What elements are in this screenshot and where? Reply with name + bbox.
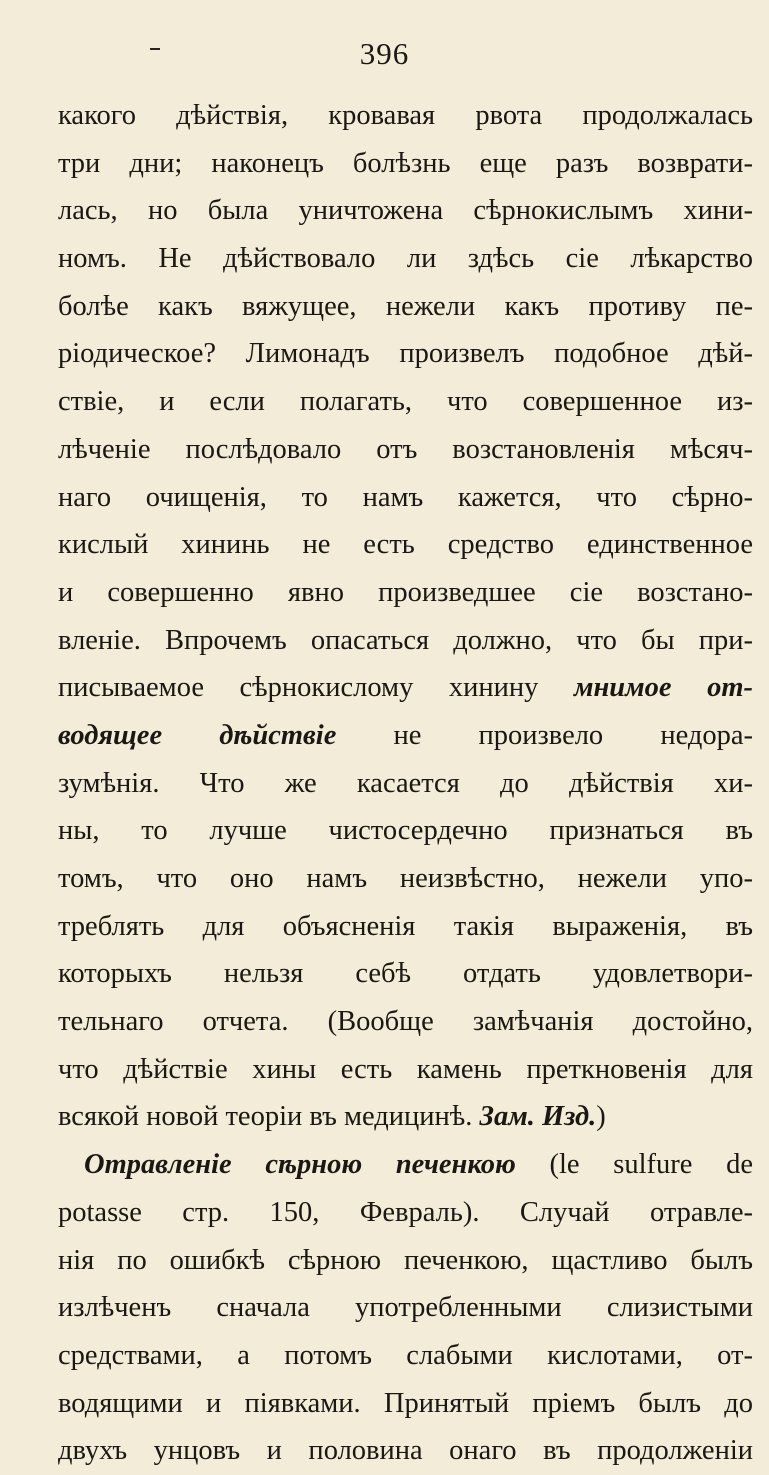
text-line [58,903,753,951]
text-line [58,1046,753,1094]
text-line [58,521,753,569]
text-line [58,712,753,760]
text-segment: какого дѣйствія, кровавая рвота продолжалась [58,100,753,131]
text-line [58,617,753,665]
body-text [58,92,753,1475]
text-segment: ) [596,1101,606,1133]
italic-text: мнимое от- [573,672,753,704]
text-segment: (le sulfure de [515,1149,753,1181]
text-line [58,474,753,522]
text-line [58,187,753,235]
text-line [58,330,753,378]
text-segment: болѣе какъ вяжущее, нежели какъ противу пе- [58,290,753,322]
text-line [58,569,753,617]
text-line [58,235,753,283]
text-segment: что дѣйствіе хины есть камень преткновенія для [58,1053,753,1085]
text-segment: треблять для объясненія такія выраженія, въ [58,910,753,942]
text-segment: кислый хининь не есть средство единственное [58,529,753,561]
text-line [58,1189,753,1237]
text-segment: зумѣнія. Что же касается до дѣйствія хи- [58,767,753,799]
text-segment: лась, но была уничтожена сѣрнокислымъ хини- [58,195,753,227]
text-line [58,140,753,188]
text-line [58,1093,753,1141]
text-segment: нія по ошибкѣ сѣрною печенкою, щастливо былъ [58,1244,753,1276]
italic-text: Зам. Изд. [479,1101,597,1133]
text-line [58,1380,753,1428]
text-line [58,1141,753,1189]
text-segment: которыхъ нельзя себѣ отдать удовлетвори- [58,958,753,990]
text-segment: двухъ унцовъ и половина онаго въ продолженіи [58,1435,753,1467]
italic-text: Отравленіе сѣрною печенкою [84,1149,516,1181]
text-segment: водящими и піявками. Принятый пріемъ былъ до [58,1387,753,1419]
text-segment: и совершенно явно произведшее сіе возстано- [58,576,753,608]
text-line [58,378,753,426]
text-segment: три дни; наконецъ болѣзнь еще разъ возврати- [58,147,753,179]
text-line [58,426,753,474]
text-segment: писываемое сѣрнокислому хинину [58,672,574,704]
text-line [58,92,753,140]
text-segment: potasse стр. 150, Февраль). Случай отравле- [58,1196,753,1228]
page-number: 396 [359,36,410,71]
text-segment: томъ, что оно намъ неизвѣстно, нежели упо- [58,863,753,894]
text-line [58,1332,753,1380]
text-segment: всякой новой теоріи въ медицинѣ. [58,1101,480,1133]
text-line [58,998,753,1046]
text-segment: лѣченіе послѣдовало отъ возстановленія мѣсяч- [58,433,753,465]
text-line [58,283,753,331]
text-line [58,1284,753,1332]
text-line [58,1237,753,1285]
text-segment: наго очищенія, то намъ кажется, что сѣрно- [58,481,753,513]
text-segment: излѣченъ сначала употребленными слизистыми [58,1292,753,1324]
italic-text: водящее дѣйствіе [58,719,337,751]
text-line [58,664,753,712]
text-segment: номъ. Не дѣйствовало ли здѣсь сіе лѣкарство [58,243,753,275]
text-segment: не произвело недора- [336,719,753,751]
text-segment: средствами, а потомъ слабыми кислотами, от- [58,1339,753,1371]
text-segment: ны, то лучше чистосердечно признаться въ [58,815,753,847]
text-segment: ріодическое? Лимонадъ произвелъ подобное дѣй- [58,338,753,370]
text-segment: ствіе, и если полагать, что совершенное из- [58,386,753,418]
text-line [58,760,753,808]
text-line [58,950,753,998]
text-line [58,807,753,855]
text-line [58,1427,753,1475]
text-segment: тельнаго отчета. (Вообще замѣчанія достойно, [58,1006,753,1038]
text-line [58,855,753,903]
text-segment: вленіе. Впрочемъ опасаться должно, что бы при- [58,624,753,656]
